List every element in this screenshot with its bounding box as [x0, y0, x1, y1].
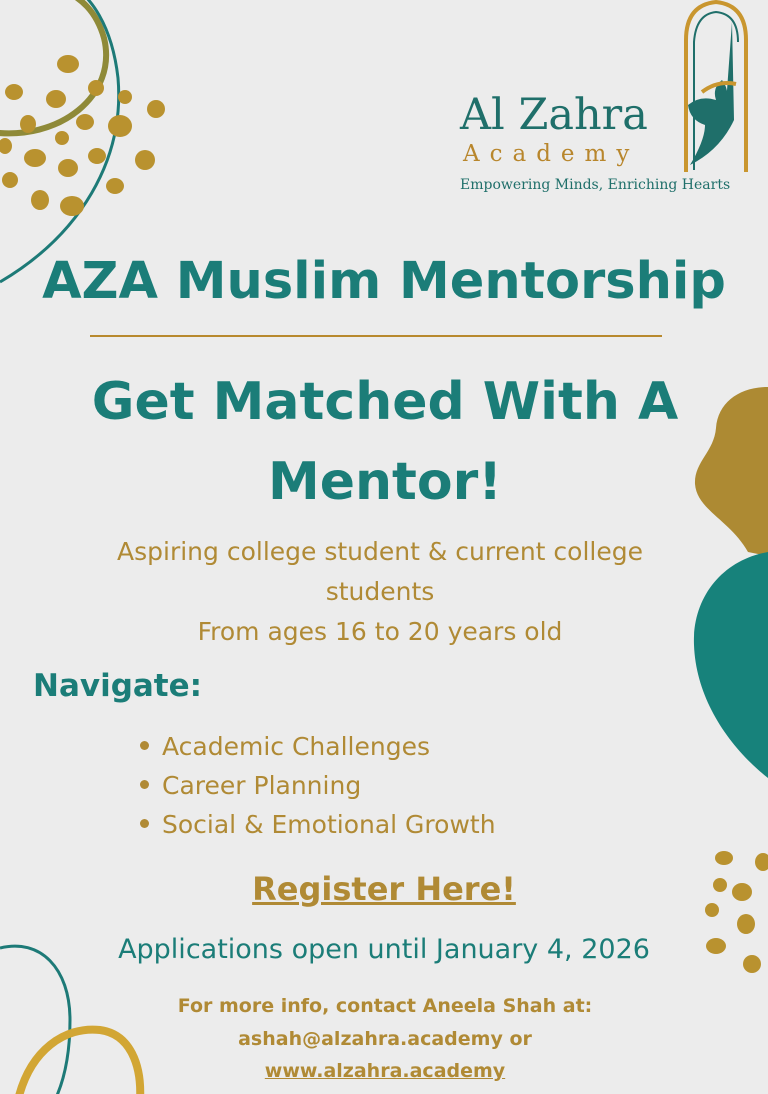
logo-tagline: Empowering Minds, Enriching Hearts — [460, 177, 731, 193]
right-teal-blob — [694, 552, 768, 778]
website-link[interactable]: www.alzahra.academy — [264, 1060, 506, 1082]
list-item — [140, 727, 496, 766]
navigate-heading: Navigate: — [33, 668, 203, 704]
page-title: AZA Muslim Mentorship — [42, 252, 726, 311]
bullet-icon — [140, 819, 149, 828]
list-item-label: Career Planning — [162, 771, 362, 800]
list-item — [140, 766, 496, 805]
bullet-icon — [140, 780, 149, 789]
list-item — [140, 805, 496, 844]
bullet-icon — [140, 741, 149, 750]
list-item-label: Social & Emotional Growth — [162, 810, 496, 839]
register-link[interactable]: Register Here! — [252, 870, 516, 908]
age-range-line: From ages 16 to 20 years old — [197, 617, 563, 646]
title-divider — [90, 335, 662, 337]
top-left-dot-cluster — [0, 55, 165, 216]
list-item-label: Academic Challenges — [162, 732, 430, 761]
contact-line: For more info, contact Aneela Shah at: — [177, 995, 593, 1017]
bottom-left-gold-arc — [18, 1030, 140, 1094]
top-left-gold-arc — [0, 0, 106, 133]
headline: Get Matched With A Mentor! — [91, 372, 679, 512]
logo-subname: Academy — [463, 141, 640, 167]
application-deadline: Applications open until January 4, 2026 — [118, 934, 650, 965]
contact-email[interactable]: ashah@alzahra.academy or — [238, 1028, 532, 1050]
audience-line: Aspiring college student & current college students — [117, 537, 643, 606]
logo-name: Al Zahra — [460, 90, 648, 140]
navigate-list — [140, 727, 496, 844]
